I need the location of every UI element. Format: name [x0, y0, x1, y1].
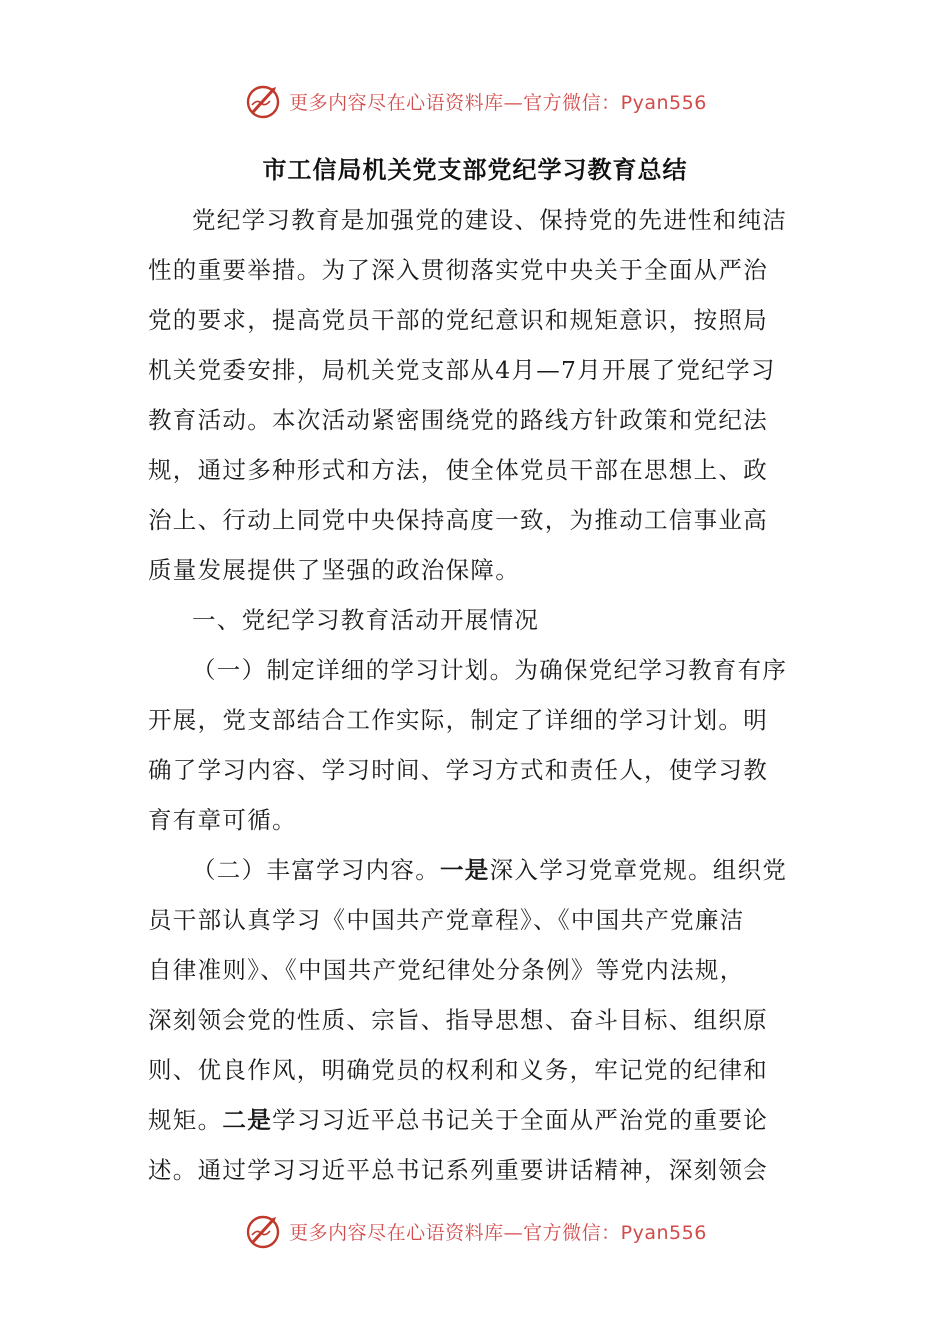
bold-lead-text: 一是 [440, 856, 490, 884]
text-segment: （一）制定详细的学习计划。为确保党纪学习教育有序 [192, 656, 788, 684]
text-line [148, 195, 804, 245]
text-segment: 治上、行动上同党中央保持高度一致，为推动工信事业高 [148, 506, 768, 534]
text-segment: 党的要求，提高党员干部的党纪意识和规矩意识，按照局 [148, 306, 768, 334]
pen-logo-icon [243, 1211, 283, 1251]
text-segment: 一、党纪学习教育活动开展情况 [192, 606, 540, 634]
document-body [148, 195, 804, 1195]
text-line [148, 1145, 804, 1195]
bold-lead-text: 二是 [222, 1106, 273, 1134]
text-line [148, 495, 804, 545]
text-segment: 育有章可循。 [148, 806, 297, 834]
text-line [148, 545, 804, 595]
text-line [148, 645, 804, 695]
text-segment: 规矩。 [148, 1106, 223, 1134]
text-segment: 规，通过多种形式和方法，使全体党员干部在思想上、政 [148, 456, 768, 484]
text-segment: 深入学习党章党规。组织党 [489, 856, 788, 884]
text-line [148, 795, 804, 845]
text-segment: 员干部认真学习《中国共产党章程》、《中国共产党廉洁 [148, 906, 745, 934]
text-line [148, 295, 804, 345]
text-segment: 性的重要举措。为了深入贯彻落实党中央关于全面从严治 [148, 256, 768, 284]
text-line [148, 395, 804, 445]
text-line [148, 1045, 804, 1095]
text-line [148, 695, 804, 745]
text-segment: （二）丰富学习内容。 [192, 856, 440, 884]
text-segment: 党纪学习教育是加强党的建设、保持党的先进性和纯洁 [192, 206, 788, 234]
watermark-text: 更多内容尽在心语资料库—官方微信：Pyan556 [289, 91, 707, 114]
text-segment: 学习习近平总书记关于全面从严治党的重要论 [272, 1106, 769, 1134]
watermark-header [0, 78, 950, 124]
text-segment: 质量发展提供了坚强的政治保障。 [148, 556, 520, 584]
text-line [148, 445, 804, 495]
text-line [148, 895, 804, 945]
text-segment: 开展，党支部结合工作实际，制定了详细的学习计划。明 [148, 706, 768, 734]
text-line [148, 945, 804, 995]
text-line [148, 745, 804, 795]
text-segment: 机关党委安排，局机关党支部从4月—7月开展了党纪学习 [148, 356, 776, 384]
text-segment: 确了学习内容、学习时间、学习方式和责任人，使学习教 [148, 756, 768, 784]
watermark-footer [0, 1208, 950, 1254]
text-line [148, 995, 804, 1045]
text-segment: 述。通过学习习近平总书记系列重要讲话精神，深刻领会 [148, 1156, 768, 1184]
text-segment: 则、优良作风，明确党员的权利和义务，牢记党的纪律和 [148, 1056, 768, 1084]
pen-logo-icon [243, 81, 283, 121]
watermark-text: 更多内容尽在心语资料库—官方微信：Pyan556 [289, 1221, 707, 1244]
text-segment: 自律准则》、《中国共产党纪律处分条例》等党内法规， [148, 956, 745, 984]
text-segment: 深刻领会党的性质、宗旨、指导思想、奋斗目标、组织原 [148, 1006, 768, 1034]
text-segment: 教育活动。本次活动紧密围绕党的路线方针政策和党纪法 [148, 406, 768, 434]
document-title: 市工信局机关党支部党纪学习教育总结 [262, 156, 688, 184]
text-line [148, 845, 804, 895]
text-line [148, 345, 804, 395]
text-line [148, 595, 804, 645]
text-line [148, 245, 804, 295]
text-line [148, 1095, 804, 1145]
